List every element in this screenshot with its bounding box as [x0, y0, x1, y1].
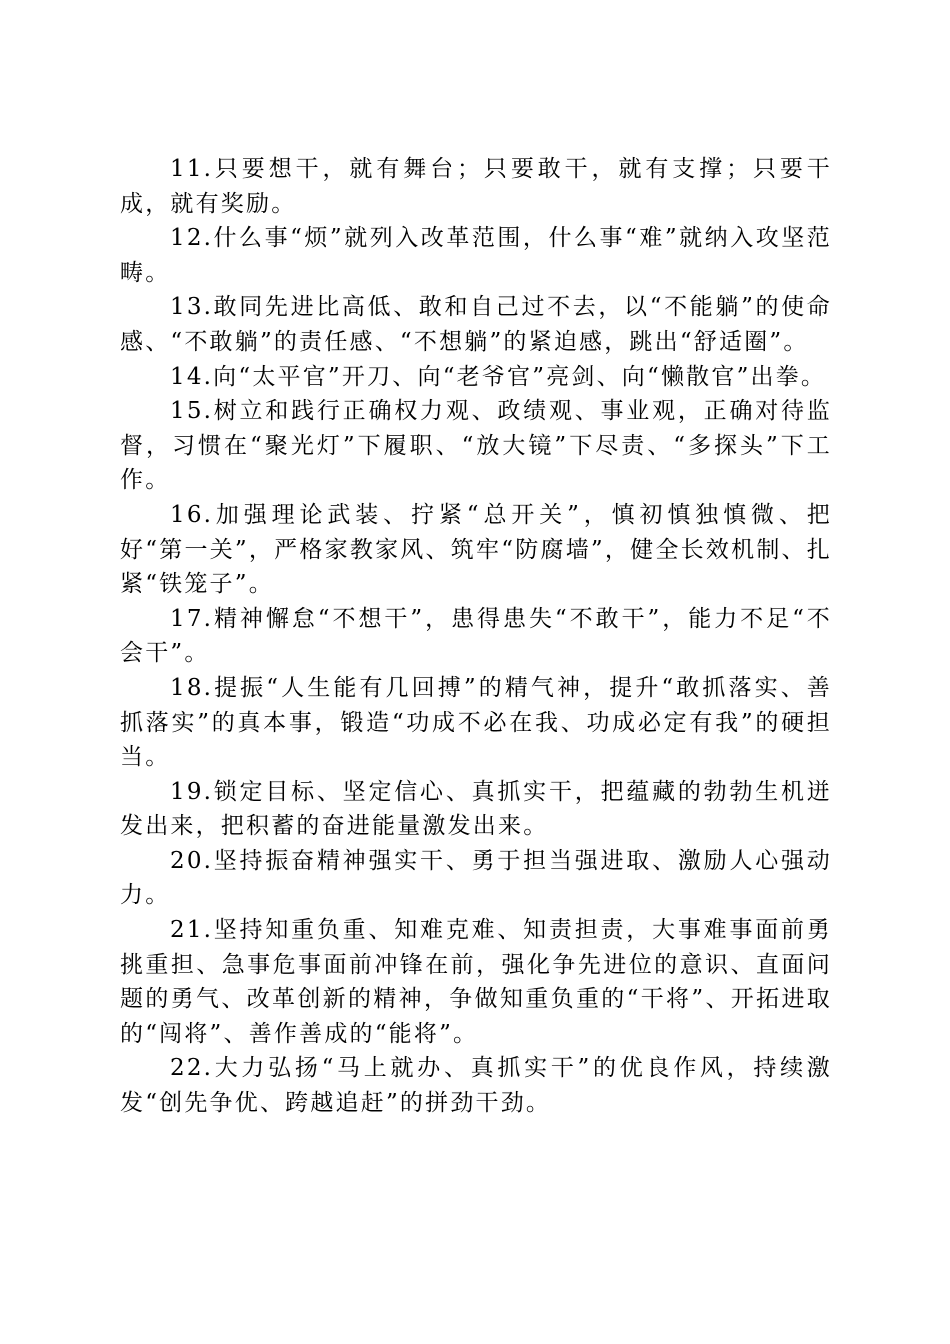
- paragraph-22: 22.大力弘扬“马上就办、真抓实干”的优良作风，持续激发“创先争优、跨越追赶”的拼劲干劲。: [120, 1055, 832, 1117]
- paragraph-16: 16.加强理论武装、拧紧“总开关”，慎初慎独慎微、把好“第一关”，严格家教家风、筑牢“防腐墙”，健全长效机制、扎紧“铁笼子”。: [120, 501, 832, 598]
- paragraph-14: 14.向“太平官”开刀、向“老爷官”亮剑、向“懒散官”出拳。: [170, 363, 827, 390]
- paragraph-21: 21.坚持知重负重、知难克难、知责担责，大事难事面前勇挑重担、急事危事面前冲锋在前，强化争先进位的意识、直面问题的勇气、改革创新的精神，争做知重负重的“干将”、开拓进取的“闯将”、善作善成的“能将”。: [120, 917, 832, 1047]
- paragraph-13: 13.敢同先进比高低、敢和自己过不去，以“不能躺”的使命感、“不敢躺”的责任感、“不想躺”的紧迫感，跳出“舒适圈”。: [120, 294, 832, 355]
- paragraph-17: 17.精神懈怠“不想干”，患得患失“不敢干”，能力不足“不会干”。: [120, 605, 832, 667]
- paragraph-12: 12.什么事“烦”就列入改革范围，什么事“难”就纳入攻坚范畴。: [120, 225, 832, 286]
- paragraph-19: 19.锁定目标、坚定信心、真抓实干，把蕴藏的勃勃生机迸发出来，把积蓄的奋进能量激发出来。: [120, 778, 832, 840]
- paragraph-18: 18.提振“人生能有几回搏”的精气神，提升“敢抓落实、善抓落实”的真本事，锻造“功成不必在我、功成必定有我”的硬担当。: [120, 674, 832, 771]
- document-body: [120, 152, 832, 1121]
- paragraph-20: 20.坚持振奋精神强实干、勇于担当强进取、激励人心强动力。: [120, 847, 832, 909]
- paragraph-15: 15.树立和践行正确权力观、政绩观、事业观，正确对待监督，习惯在“聚光灯”下履职、“放大镜”下尽责、“多探头”下工作。: [120, 398, 832, 494]
- paragraph-11: 11.只要想干，就有舞台；只要敢干，就有支撑；只要干成，就有奖励。: [120, 156, 832, 217]
